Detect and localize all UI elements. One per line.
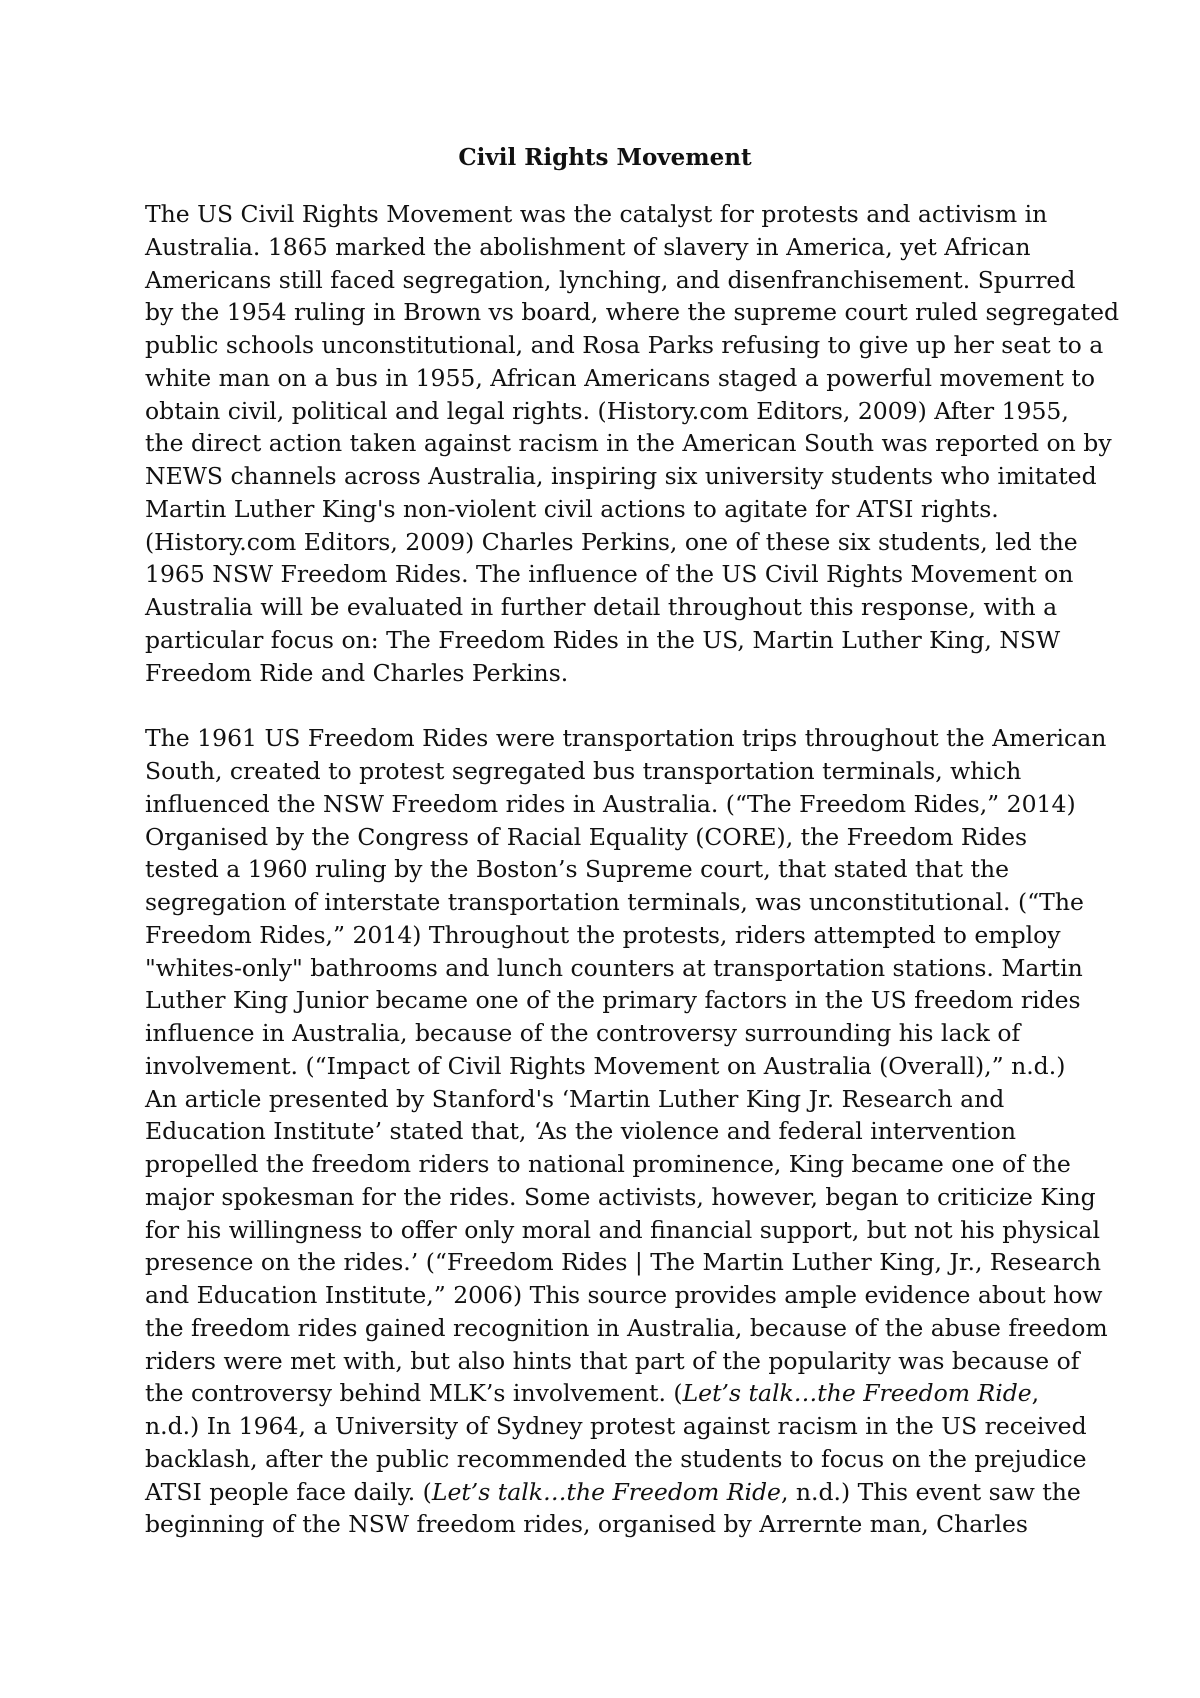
paragraph-line: influenced the NSW Freedom rides in Australia. (“The Freedom Rides,” 2014) bbox=[145, 789, 1076, 818]
document-title: Civil Rights Movement bbox=[458, 144, 752, 171]
line-text: , n.d.) This event saw the bbox=[780, 1477, 1081, 1506]
paragraph-line: by the 1954 ruling in Brown vs board, where the supreme court ruled segregated bbox=[145, 298, 1120, 327]
line-text: , bbox=[1031, 1379, 1040, 1408]
paragraph-line-with-italic bbox=[145, 1476, 1081, 1509]
paragraph-line: Organised by the Congress of Racial Equality (CORE), the Freedom Rides bbox=[145, 822, 1028, 851]
document-page bbox=[145, 142, 1120, 1574]
paragraph-line: Americans still faced segregation, lynching, and disenfranchisement. Spurred bbox=[145, 265, 1076, 294]
paragraph-1 bbox=[145, 198, 1120, 689]
paragraph-line: the freedom rides gained recognition in Australia, because of the abuse freedom bbox=[145, 1313, 1108, 1342]
paragraph-line: 1965 NSW Freedom Rides. The influence of the US Civil Rights Movement on bbox=[145, 560, 1074, 589]
paragraph-line-with-italic bbox=[145, 1377, 1065, 1410]
paragraph-line: An article presented by Stanford's ‘Martin Luther King Jr. Research and bbox=[145, 1084, 1005, 1113]
paragraph-line: tested a 1960 ruling by the Boston’s Supreme court, that stated that the bbox=[145, 855, 1010, 884]
paragraph-line: South, created to protest segregated bus transportation terminals, which bbox=[145, 757, 1022, 785]
paragraph-line: influence in Australia, because of the controversy surrounding his lack of bbox=[145, 1019, 1021, 1047]
paragraph-line: obtain civil, political and legal rights. (History.com Editors, 2009) After 1955, bbox=[145, 396, 1069, 425]
paragraph-line: backlash, after the public recommended the students to focus on the prejudice bbox=[145, 1444, 1087, 1473]
paragraph-line: the direct action taken against racism in the American South was reported on by bbox=[145, 429, 1112, 458]
paragraph-line: major spokesman for the rides. Some activists, however, began to criticize King bbox=[145, 1182, 1096, 1211]
paragraph-line: involvement. (“Impact of Civil Rights Movement on Australia (Overall),” n.d.) bbox=[145, 1051, 1066, 1080]
paragraph-line: white man on a bus in 1955, African Americans staged a powerful movement to bbox=[145, 363, 1095, 392]
paragraph-2 bbox=[145, 722, 1108, 1541]
paragraph-line: Luther King Junior became one of the primary factors in the US freedom rides bbox=[145, 986, 1081, 1015]
paragraph-line: Australia. 1865 marked the abolishment of slavery in America, yet African bbox=[145, 232, 1031, 261]
paragraph-line: The 1961 US Freedom Rides were transportation trips throughout the American bbox=[145, 724, 1107, 753]
italic-citation: Let’s talk…the Freedom Ride bbox=[431, 1477, 781, 1506]
paragraph-line: public schools unconstitutional, and Rosa Parks refusing to give up her seat to a bbox=[145, 331, 1104, 359]
line-text: the controversy behind MLK’s involvement. ( bbox=[145, 1379, 683, 1408]
paragraph-line: Education Institute’ stated that, ‘As the violence and federal intervention bbox=[145, 1117, 1017, 1146]
paragraph-line: Australia will be evaluated in further detail throughout this response, with a bbox=[145, 593, 1058, 621]
paragraph-line: NEWS channels across Australia, inspiring six university students who imitated bbox=[145, 462, 1097, 490]
line-text: ATSI people face daily. ( bbox=[145, 1477, 432, 1506]
paragraph-line: Martin Luther King's non-violent civil actions to agitate for ATSI rights. bbox=[145, 494, 999, 523]
paragraph-line: Freedom Rides,” 2014) Throughout the protests, riders attempted to employ bbox=[145, 920, 1061, 949]
paragraph-line: particular focus on: The Freedom Rides in the US, Martin Luther King, NSW bbox=[145, 625, 1061, 654]
paragraph-line: Freedom Ride and Charles Perkins. bbox=[145, 658, 569, 687]
paragraph-line: presence on the rides.’ (“Freedom Rides | The Martin Luther King, Jr., Research bbox=[145, 1248, 1102, 1277]
italic-citation: Let’s talk…the Freedom Ride bbox=[682, 1379, 1032, 1408]
paragraph-line: The US Civil Rights Movement was the catalyst for protests and activism in bbox=[145, 200, 1048, 228]
paragraph-line: riders were met with, but also hints that part of the popularity was because of bbox=[145, 1346, 1080, 1375]
paragraph-line: "whites-only" bathrooms and lunch counters at transportation stations. Martin bbox=[145, 953, 1083, 982]
paragraph-line: (History.com Editors, 2009) Charles Perkins, one of these six students, led the bbox=[145, 527, 1078, 556]
paragraph-line: n.d.) In 1964, a University of Sydney protest against racism in the US received bbox=[145, 1412, 1087, 1440]
paragraph-line: for his willingness to offer only moral and financial support, but not his physical bbox=[145, 1215, 1100, 1244]
paragraph-line: propelled the freedom riders to national prominence, King became one of the bbox=[145, 1150, 1071, 1178]
paragraph-line: beginning of the NSW freedom rides, organised by Arrernte man, Charles bbox=[145, 1510, 1028, 1539]
paragraph-line: and Education Institute,” 2006) This source provides ample evidence about how bbox=[145, 1281, 1103, 1309]
paragraph-line: segregation of interstate transportation terminals, was unconstitutional. (“The bbox=[145, 888, 1084, 916]
